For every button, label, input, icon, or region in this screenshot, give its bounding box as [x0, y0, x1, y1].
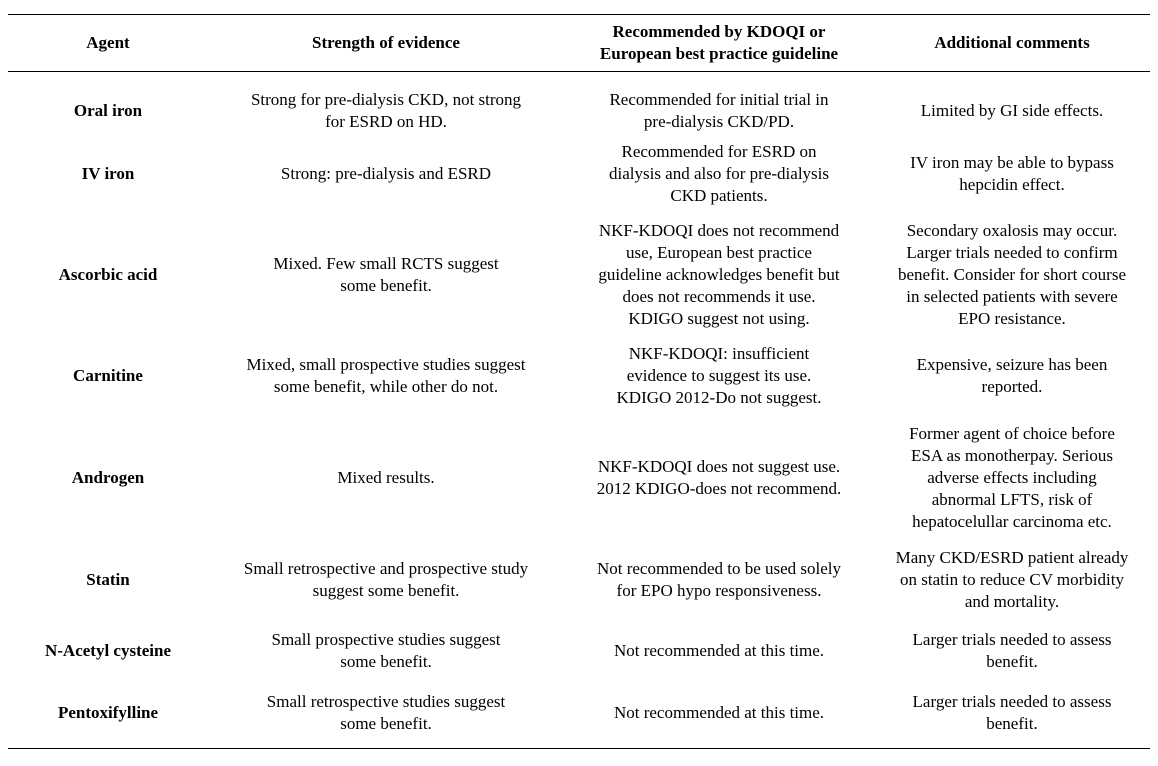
cell-comments: Expensive, seizure has been reported. — [916, 355, 1108, 396]
cell-agent: Ascorbic acid — [58, 265, 158, 284]
evidence-table — [8, 14, 1150, 749]
cell-comments: Former agent of choice before ESA as monotherpay. Serious adverse effects including abnormal LFTS, risk of hepatocelullar carcinoma etc. — [909, 424, 1115, 531]
table-row — [8, 416, 1150, 540]
cell-strength: Small retrospective studies suggest some benefit. — [266, 692, 506, 733]
table-header — [8, 15, 1150, 71]
header-agent: Agent — [86, 33, 130, 52]
cell-agent: Androgen — [71, 468, 145, 487]
cell-recommended: NKF-KDOQI does not recommend use, European best practice guideline acknowledges benefit but does not recommends it use. KDIGO suggest not using. — [598, 221, 840, 328]
cell-recommended: Recommended for initial trial in pre-dialysis CKD/PD. — [609, 90, 829, 131]
header-comments: Additional comments — [934, 33, 1090, 52]
cell-comments: IV iron may be able to bypass hepcidin effect. — [910, 153, 1114, 194]
cell-strength: Small retrospective and prospective study suggest some benefit. — [243, 559, 529, 600]
cell-comments: Limited by GI side effects. — [920, 101, 1104, 120]
table-body — [8, 72, 1150, 748]
cell-agent: Pentoxifylline — [57, 703, 159, 722]
cell-recommended: Not recommended at this time. — [613, 703, 825, 722]
cell-strength: Mixed, small prospective studies suggest some benefit, while other do not. — [246, 355, 526, 396]
cell-comments: Larger trials needed to assess benefit. — [912, 692, 1112, 733]
cell-agent: Carnitine — [73, 366, 143, 385]
header-recommended: Recommended by KDOQI or European best practice guideline — [599, 22, 839, 63]
cell-comments: Secondary oxalosis may occur. Larger trials needed to confirm benefit. Consider for short course in selected patients with severe EPO resistance. — [897, 221, 1127, 328]
cell-comments: Larger trials needed to assess benefit. — [912, 630, 1112, 671]
cell-strength: Mixed. Few small RCTS suggest some benefit. — [273, 254, 499, 295]
header-strength: Strength of evidence — [312, 33, 460, 52]
cell-agent: Statin — [86, 570, 130, 589]
cell-recommended: Recommended for ESRD on dialysis and also for pre-dialysis CKD patients. — [608, 142, 829, 205]
cell-comments: Many CKD/ESRD patient already on statin to reduce CV morbidity and mortality. — [895, 548, 1129, 611]
cell-agent: IV iron — [81, 164, 135, 183]
cell-agent: N-Acetyl cysteine — [44, 641, 172, 660]
cell-recommended: Not recommended to be used solely for EPO hypo responsiveness. — [596, 559, 842, 600]
table-row — [8, 620, 1150, 682]
cell-recommended: Not recommended at this time. — [613, 641, 825, 660]
cell-recommended: NKF-KDOQI does not suggest use. 2012 KDIGO-does not recommend. — [596, 457, 842, 498]
table-row — [8, 336, 1150, 416]
cell-strength: Strong for pre-dialysis CKD, not strong for ESRD on HD. — [250, 90, 522, 131]
cell-recommended: NKF-KDOQI: insufficient evidence to suggest its use. KDIGO 2012-Do not suggest. — [616, 344, 822, 407]
cell-agent: Oral iron — [73, 101, 143, 120]
table-row — [8, 88, 1150, 134]
table-row — [8, 540, 1150, 620]
table-row — [8, 134, 1150, 214]
cell-strength: Strong: pre-dialysis and ESRD — [280, 164, 492, 183]
table-row — [8, 214, 1150, 336]
table-bottom-rule — [8, 748, 1150, 749]
cell-strength: Mixed results. — [337, 468, 435, 487]
cell-strength: Small prospective studies suggest some benefit. — [271, 630, 501, 671]
table-row — [8, 682, 1150, 744]
